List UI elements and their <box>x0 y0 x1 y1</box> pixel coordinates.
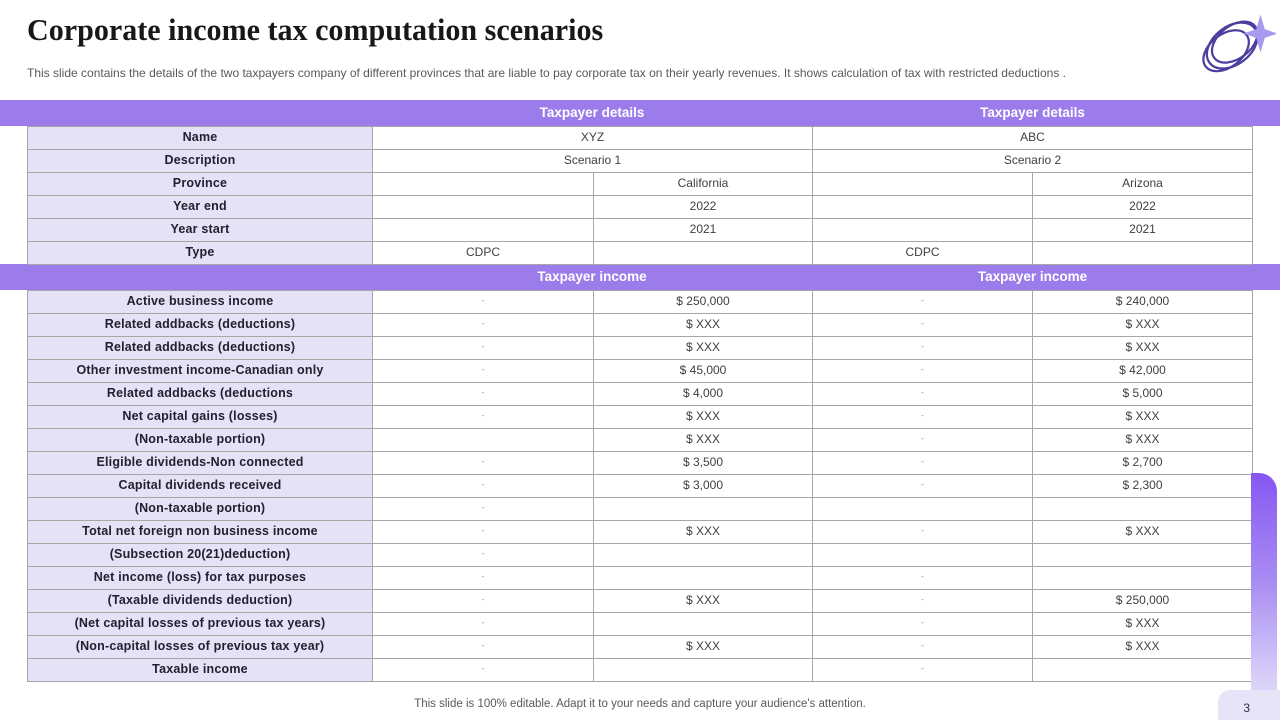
table-cell <box>812 498 1032 521</box>
row-label: Eligible dividends-Non connected <box>27 452 372 475</box>
details-header-band <box>0 100 1280 126</box>
table-cell: - <box>812 590 1032 613</box>
table-cell <box>1032 242 1253 265</box>
taxpayer-income-table <box>27 290 1253 682</box>
table-cell: - <box>812 475 1032 498</box>
table-cell: - <box>372 659 593 682</box>
row-label: (Net capital losses of previous tax years) <box>27 613 372 636</box>
table-cell <box>1032 567 1253 590</box>
table-cell: - <box>372 544 593 567</box>
table-cell: $ 45,000 <box>593 360 812 383</box>
table-cell: $ XXX <box>593 429 812 452</box>
table-row <box>27 337 1253 360</box>
table-cell: - <box>812 452 1032 475</box>
table-cell: - <box>372 636 593 659</box>
row-label: Net capital gains (losses) <box>27 406 372 429</box>
table-cell: 2021 <box>1032 219 1253 242</box>
table-row <box>27 636 1253 659</box>
table-row <box>27 291 1253 314</box>
table-cell: $ XXX <box>1032 337 1253 360</box>
row-label: (Non-taxable portion) <box>27 498 372 521</box>
row-label: (Non-capital losses of previous tax year) <box>27 636 372 659</box>
table-cell: $ 250,000 <box>593 291 812 314</box>
row-label: Total net foreign non business income <box>27 521 372 544</box>
table-cell: $ 2,300 <box>1032 475 1253 498</box>
table-cell: - <box>812 613 1032 636</box>
table-cell: $ 42,000 <box>1032 360 1253 383</box>
table-cell: - <box>372 406 593 429</box>
table-cell: - <box>812 429 1032 452</box>
table-cell <box>372 196 593 219</box>
income-header-right: Taxpayer income <box>977 269 1088 284</box>
table-cell <box>812 196 1032 219</box>
table-cell: $ XXX <box>593 521 812 544</box>
table-row <box>27 150 1253 173</box>
table-row <box>27 452 1253 475</box>
table-cell: $ XXX <box>1032 314 1253 337</box>
table-cell: 2022 <box>1032 196 1253 219</box>
table-cell: - <box>812 636 1032 659</box>
table-row <box>27 659 1253 682</box>
table-cell: - <box>372 475 593 498</box>
table-cell <box>812 219 1032 242</box>
table-cell: $ XXX <box>593 636 812 659</box>
table-cell: - <box>812 383 1032 406</box>
table-cell: $ XXX <box>593 590 812 613</box>
table-cell: - <box>372 590 593 613</box>
table-cell: XYZ <box>372 127 812 150</box>
table-cell <box>593 544 812 567</box>
row-label: Related addbacks (deductions) <box>27 314 372 337</box>
table-cell: 2021 <box>593 219 812 242</box>
table-cell: - <box>812 360 1032 383</box>
table-cell: $ 250,000 <box>1032 590 1253 613</box>
table-cell: - <box>372 383 593 406</box>
table-cell: $ XXX <box>593 406 812 429</box>
table-row <box>27 383 1253 406</box>
table-cell: - <box>812 406 1032 429</box>
table-cell <box>812 544 1032 567</box>
table-row <box>27 314 1253 337</box>
row-label: (Subsection 20(21)deduction) <box>27 544 372 567</box>
row-label: Province <box>27 173 372 196</box>
table-cell: $ XXX <box>593 314 812 337</box>
table-cell: Arizona <box>1032 173 1253 196</box>
row-label: Net income (loss) for tax purposes <box>27 567 372 590</box>
table-cell: - <box>812 314 1032 337</box>
table-cell: California <box>593 173 812 196</box>
table-cell <box>372 173 593 196</box>
table-cell <box>593 659 812 682</box>
table-cell <box>372 429 593 452</box>
taxpayer-details-table <box>27 126 1253 265</box>
table-cell: $ XXX <box>593 337 812 360</box>
table-cell: - <box>372 291 593 314</box>
slide-subtitle: This slide contains the details of the two taxpayers company of different provinces that are liable to pay corporate tax on their yearly revenues. It shows calculation of tax with restricted deductions . <box>27 66 1066 80</box>
table-row <box>27 242 1253 265</box>
table-cell <box>1032 544 1253 567</box>
table-row <box>27 127 1253 150</box>
row-label: Active business income <box>27 291 372 314</box>
table-cell: - <box>812 659 1032 682</box>
row-label: Year start <box>27 219 372 242</box>
page-number: 3 <box>1243 701 1250 715</box>
row-label: Description <box>27 150 372 173</box>
table-row <box>27 360 1253 383</box>
table-row <box>27 219 1253 242</box>
table-cell <box>1032 659 1253 682</box>
accent-gradient-bar <box>1251 473 1277 720</box>
row-label: Related addbacks (deductions) <box>27 337 372 360</box>
table-cell: 2022 <box>593 196 812 219</box>
row-label: Taxable income <box>27 659 372 682</box>
table-cell: $ 240,000 <box>1032 291 1253 314</box>
brand-rings-icon <box>1190 2 1276 96</box>
table-cell: ABC <box>812 127 1253 150</box>
table-cell: CDPC <box>372 242 593 265</box>
row-label: Year end <box>27 196 372 219</box>
table-cell <box>812 173 1032 196</box>
table-cell: - <box>812 521 1032 544</box>
table-row <box>27 498 1253 521</box>
table-row <box>27 613 1253 636</box>
table-cell: - <box>372 521 593 544</box>
table-row <box>27 196 1253 219</box>
table-row <box>27 429 1253 452</box>
table-cell <box>593 498 812 521</box>
table-row <box>27 567 1253 590</box>
table-cell: - <box>372 452 593 475</box>
page-title: Corporate income tax computation scenarios <box>27 12 604 47</box>
row-label: (Non-taxable portion) <box>27 429 372 452</box>
income-header-left: Taxpayer income <box>537 269 647 284</box>
table-cell: $ 3,000 <box>593 475 812 498</box>
table-cell: CDPC <box>812 242 1032 265</box>
table-row <box>27 590 1253 613</box>
table-cell: $ XXX <box>1032 429 1253 452</box>
table-row <box>27 544 1253 567</box>
table-cell: $ XXX <box>1032 636 1253 659</box>
table-row <box>27 475 1253 498</box>
table-cell: - <box>372 498 593 521</box>
table-cell: - <box>812 337 1032 360</box>
table-row <box>27 406 1253 429</box>
row-label: Type <box>27 242 372 265</box>
table-cell: - <box>372 567 593 590</box>
row-label: Related addbacks (deductions <box>27 383 372 406</box>
row-label: (Taxable dividends deduction) <box>27 590 372 613</box>
table-cell: - <box>372 314 593 337</box>
table-cell: $ XXX <box>1032 521 1253 544</box>
details-header-right: Taxpayer details <box>980 105 1085 120</box>
table-cell: - <box>812 567 1032 590</box>
footer-note: This slide is 100% editable. Adapt it to your needs and capture your audience's attention. <box>414 698 866 710</box>
table-cell: Scenario 2 <box>812 150 1253 173</box>
table-cell <box>593 567 812 590</box>
table-cell: $ XXX <box>1032 613 1253 636</box>
table-row <box>27 521 1253 544</box>
table-cell: $ 4,000 <box>593 383 812 406</box>
table-cell: - <box>372 360 593 383</box>
table-cell: $ 2,700 <box>1032 452 1253 475</box>
table-cell: $ XXX <box>1032 406 1253 429</box>
income-header-band <box>0 264 1280 290</box>
table-cell: $ 5,000 <box>1032 383 1253 406</box>
table-row <box>27 173 1253 196</box>
table-cell: - <box>372 613 593 636</box>
row-label: Name <box>27 127 372 150</box>
table-cell: Scenario 1 <box>372 150 812 173</box>
row-label: Capital dividends received <box>27 475 372 498</box>
details-header-left: Taxpayer details <box>539 105 645 120</box>
table-cell: - <box>372 337 593 360</box>
table-cell <box>1032 498 1253 521</box>
row-label: Other investment income-Canadian only <box>27 360 372 383</box>
table-cell <box>593 613 812 636</box>
table-cell <box>593 242 812 265</box>
table-cell: - <box>812 291 1032 314</box>
table-cell <box>372 219 593 242</box>
table-cell: $ 3,500 <box>593 452 812 475</box>
